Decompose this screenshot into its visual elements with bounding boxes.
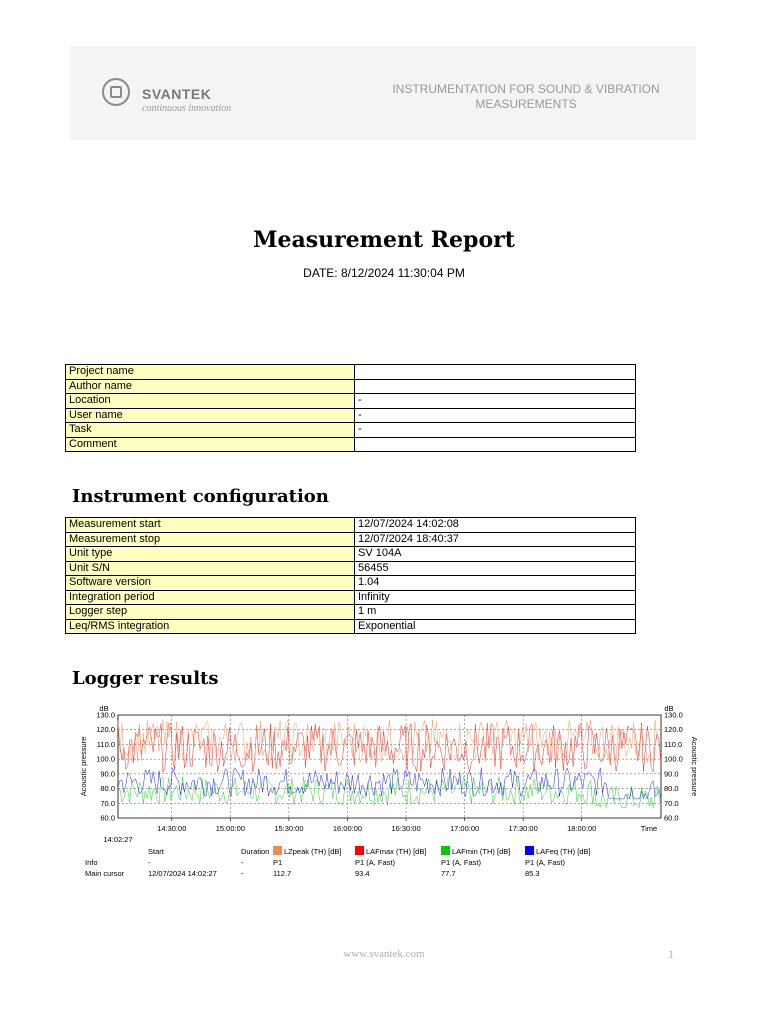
table-row — [66, 561, 636, 576]
row-value: Infinity — [355, 590, 636, 605]
row-label: Logger step — [66, 605, 355, 620]
row-value — [355, 365, 636, 380]
legend-row-value: 77.7 — [441, 869, 456, 878]
y-tick-label-right: 110.0 — [664, 739, 683, 749]
report-title: Measurement Report — [253, 227, 515, 253]
row-label: Measurement start — [66, 518, 355, 533]
table-row — [66, 619, 636, 634]
brand-name: SVANTEK — [142, 86, 212, 102]
legend-row-duration: - — [241, 858, 244, 867]
plot-area — [118, 715, 661, 818]
x-axis-title: Time — [640, 824, 658, 833]
y-tick-label-left: 60.0 — [100, 813, 115, 823]
x-start-label: 14:02:27 — [103, 835, 133, 844]
y-tick-label-left: 70.0 — [100, 798, 115, 808]
x-tick-label: 14:30:00 — [157, 824, 187, 833]
row-value: - — [355, 408, 636, 423]
row-value: 12/07/2024 14:02:08 — [355, 518, 636, 533]
row-value: 12/07/2024 18:40:37 — [355, 532, 636, 547]
report-date: DATE: 8/12/2024 11:30:04 PM — [303, 266, 465, 280]
y-tick-label-right: 100.0 — [664, 754, 683, 764]
y-tick-label-right: 130.0 — [664, 710, 683, 720]
y-tick-label-right: 70.0 — [664, 798, 679, 808]
page-number: 1 — [668, 947, 674, 961]
x-tick-label: 16:30:00 — [391, 824, 421, 833]
legend-row-value: 93.4 — [355, 869, 370, 878]
brand-tagline: continuous innovation — [142, 103, 232, 114]
row-label: Comment — [66, 437, 355, 452]
legend-series-name: LZpeak (TH) [dB] — [284, 847, 342, 856]
row-value: Exponential — [355, 619, 636, 634]
row-value: 56455 — [355, 561, 636, 576]
legend-color-swatch — [441, 846, 450, 855]
table-row — [66, 532, 636, 547]
row-label: Task — [66, 423, 355, 438]
legend-header-start: Start — [148, 847, 164, 856]
y-unit-left: dB — [99, 704, 109, 713]
table-row — [66, 547, 636, 562]
row-label: Project name — [66, 365, 355, 380]
table-row — [66, 394, 636, 409]
row-value: 1.04 — [355, 576, 636, 591]
legend-row-start: 12/07/2024 14:02:27 — [148, 869, 217, 878]
x-tick-label: 18:00:00 — [567, 824, 597, 833]
legend-row-value: P1 — [273, 858, 283, 867]
row-value — [355, 437, 636, 452]
y-unit-right: dB — [664, 704, 674, 713]
svantek-logo-icon — [102, 78, 130, 106]
row-value: - — [355, 394, 636, 409]
header-subtitle-line1: INSTRUMENTATION FOR SOUND & VIBRATION — [392, 82, 660, 96]
legend-row-value: P1 (A, Fast) — [355, 858, 396, 867]
row-value: - — [355, 423, 636, 438]
legend-row-label: Info — [85, 858, 98, 867]
row-label: Author name — [66, 379, 355, 394]
y-tick-label-right: 60.0 — [664, 813, 679, 823]
header-subtitle-line2: MEASUREMENTS — [475, 97, 577, 111]
footer-url: www.svantek.com — [343, 948, 425, 960]
row-label: User name — [66, 408, 355, 423]
logger-results-heading: Logger results — [72, 668, 219, 689]
legend-row-duration: - — [241, 869, 244, 878]
legend-series-name: LAFeq (TH) [dB] — [536, 847, 591, 856]
x-tick-label: 15:30:00 — [274, 824, 304, 833]
y-tick-label-right: 120.0 — [664, 725, 683, 735]
x-tick-label: 17:00:00 — [449, 824, 480, 833]
row-label: Unit type — [66, 547, 355, 562]
y-axis-title-right: Acoustic pressure — [690, 736, 699, 797]
table-row — [66, 437, 636, 452]
legend-color-swatch — [273, 846, 282, 855]
table-row — [66, 605, 636, 620]
y-tick-label-left: 120.0 — [96, 725, 115, 735]
x-tick-label: 15:00:00 — [215, 824, 245, 833]
header-subtitle — [366, 82, 686, 112]
y-tick-label-right: 90.0 — [664, 769, 679, 779]
row-label: Integration period — [66, 590, 355, 605]
row-label: Software version — [66, 576, 355, 591]
table-row — [66, 379, 636, 394]
legend-row-start: - — [148, 858, 151, 867]
logger-chart — [79, 700, 699, 890]
legend-row-value: 112.7 — [273, 869, 292, 878]
legend-color-swatch — [525, 846, 534, 855]
row-label: Leq/RMS integration — [66, 619, 355, 634]
y-axis-title-left: Acoustic pressure — [79, 736, 88, 797]
legend-series-name: LAFmin (TH) [dB] — [452, 847, 511, 856]
row-label: Location — [66, 394, 355, 409]
project-info-table — [65, 364, 636, 452]
y-tick-label-left: 110.0 — [96, 739, 115, 749]
row-label: Measurement stop — [66, 532, 355, 547]
instrument-config-table — [65, 517, 636, 634]
legend-row-value: P1 (A, Fast) — [525, 858, 566, 867]
y-tick-label-left: 90.0 — [100, 769, 115, 779]
legend-row-value: P1 (A, Fast) — [441, 858, 482, 867]
table-row — [66, 423, 636, 438]
row-value: SV 104A — [355, 547, 636, 562]
table-row — [66, 590, 636, 605]
instrument-config-heading: Instrument configuration — [72, 486, 329, 507]
y-tick-label-left: 100.0 — [96, 754, 115, 764]
x-tick-label: 17:30:00 — [508, 824, 538, 833]
table-row — [66, 408, 636, 423]
legend-series-name: LAFmax (TH) [dB] — [366, 847, 427, 856]
legend-color-swatch — [355, 846, 364, 855]
y-tick-label-left: 80.0 — [100, 784, 115, 794]
table-row — [66, 576, 636, 591]
row-label: Unit S/N — [66, 561, 355, 576]
row-value — [355, 379, 636, 394]
report-header — [70, 46, 696, 140]
legend-row-label: Main cursor — [85, 869, 125, 878]
legend-row-value: 85.3 — [525, 869, 540, 878]
table-row — [66, 365, 636, 380]
x-tick-label: 16:00:00 — [332, 824, 363, 833]
table-row — [66, 518, 636, 533]
legend-header-duration: Duration — [241, 847, 270, 856]
y-tick-label-right: 80.0 — [664, 784, 679, 794]
y-tick-label-left: 130.0 — [96, 710, 115, 720]
row-value: 1 m — [355, 605, 636, 620]
